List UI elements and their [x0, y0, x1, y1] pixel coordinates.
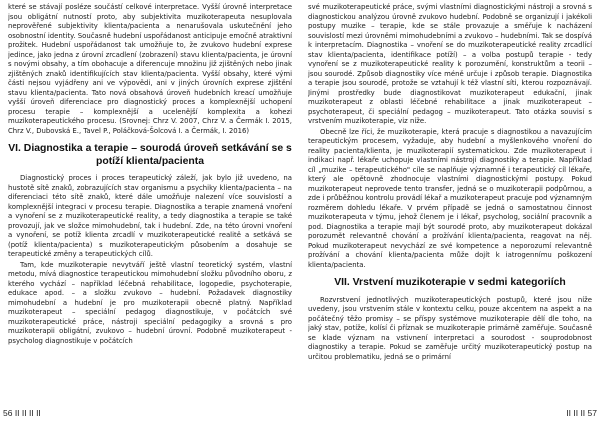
- left-page: [8, 3, 292, 403]
- body-paragraph: Rozvrstvení jednotlivých muzikoterapeutických postupů, které jsou níže uvedeny, jsou vrstvením stále v kontextu celku, pouze akcentem na aspekt a na počátečný těžo promisy – se příspy systémove muzikoterapie dělí dle toho, na jaký stav, potíže, kolísí či příznak se muzikoterapie primárně zaměřuje. Současně se klade význam na vstivnení interpretaci a sourodost - souprodobnost diagnostiky a terapie. Pokud se zaměřuje určitý muzikoterapeutický postup na určitou problematiku, jedná se o primární: [308, 295, 592, 361]
- body-paragraph: Obecně lze říci, že muzikoterapie, která pracuje s diagnostikou a navazujícím terapeutickým procesem, vyžaduje, aby hudební a myšlenkového vnoření do reality pacienta/klienta, je muzikoterapií systematickou. Zde muzikoterapeut i indikaci např. lékaře uchopuje vlastními nástroji diagnostiky a terapie. Například cíl „muzike – terapeutického" cíle se naplňuje významně i terapeutický cíl lékaře, který ale opětovně zhodnocuje vlastními diagnostickými postupy. Pokud muzikoterapeut neprovede tento transfer, jedná se o muzikoterapii podpůrnou, a zde i průběžnou kontrolu provádí lékař a muzikoterapeut pracuje pod významným rozměrem dohledu lékaře. V prvém případě se jedná o samostatnou činnost muzikoterapeuta v týmu, jehož členem je i lékař, psycholog, sociální pracovník a pod. Diagnostika a terapie mají být sourodé proto, aby muzikoterapeut dokázal porozumět relevantně chování a prožívání klienta/pacienta, reagovat na něj. Pokud muzikoterapeut nevychází ze své kompetence a neporozumí relevantně prožívání a chování klienta/pacienta může dojít k iatrogennímu poškození klienta/pacienta.: [308, 127, 592, 269]
- section-heading: VI. Diagnostika a terapie – sourodá úroveň setkávání se s potíží klienta/pacienta: [8, 143, 292, 167]
- body-paragraph: které se stávají posléze součástí celkové interpretace. Vyšší úrovně interpretace jsou obligátní nutností proto, aby subjektivita muzikoterapeuta nesuplovala neprověřené subjektivity klienta/pacienta a nenarušovala uskutečnění jeho osobnostní identity. Současně hudební uspořádanost anticipuje emočně atraktivní prožitek. Hudební uspořádanost tak umožňuje to, že zvukovo hudební exprese jedince, jako jedna z úrovní zrcadlení (zobrazení) stavu klienta/pacienta, je úrovní s novými obsahy, a tím obohacuje a diferencuje množinu již zjištěných nebo jinak zjištěných znaků identifikujících stav klienta/pacienta. Vyšší obsahy, které vými části nejsou vyjádřeny ani ve výpovědi, ani v jiných úrovních exprese zjištění stavu klienta/pacienta. Tato nová obsahová úroveň hudebních kreací umožňuje vyšší úroveň diferenciace pro diagnostický proces a komplexnější uchopení procesu terapie – komplexnější a ucelenější komplexita a kohezi muzikoterapeutického procesu. (Srovnej: Chrz V. 2007, Chrz V. a Čermák I. 2015, Chrz V., Dubovská E., Tavel P., Poláčková-Šolcová I. a Čermák, I. 2016): [8, 3, 292, 135]
- page-number-right: II II II 57: [566, 408, 597, 418]
- body-paragraph: Diagnostický proces i proces terapeutický záleží, jak bylo již uvedeno, na hustotě sítě znaků, zobrazujících stav organismu a psychiky klienta/pacienta – na diferenciaci této sítě znaků, které dále umožňuje nalezení více souvislostí a komplexnější integraci v procesu terapie. Diagnostika a terapie znamená vnoření a vynoření se z muzikoterapeutické reality, a tedy diagnostika a terapie se také provozují, jak ve složce mimohudební, tak i hudební. Zde, na této úrovni vnoření a vynoření, se potíž klienta zrcadlí v muzikoterapeutické realitě a setkává se (potíž klienta/pacienta) s muzikoterapeutickým působením a dosahuje se terapeutické změny a terapeutických cílů.: [8, 174, 292, 258]
- page-number-left: 56 II II II II: [3, 408, 41, 418]
- section-heading: VII. Vrstvení muzikoterapie v sedmi kategoriích: [334, 277, 566, 288]
- body-paragraph: své muzikoterapeutické práce, svými vlastními diagnostickými nástroji a srovná s diagnostickou analýzou úrovně zvukovo hudební. Podobně se organizují i jakékoli postupy muzike – terapie, kde se stále provazuje a směřuje k nacházení souvislostí mezi úrovněmi mimohudebními a zvukovo – hudebními. Tak se dospívá k interpretacím. Diagnostika – vnoření se do muzikoterapeutické reality zrcadlící stav klienta/pacienta, identifikace potíží) – a volba postupů terapie - tedy vynoření se z muzikoterapeutické reality k porozumění, konstruktům a teorii – jsou sourodé. Způsob diagnostiky více méně určuje i způsob terapie. Diagnostika a terapie jsou sourodé, protože se vztahují k též vlastní síti, kterou rozpoznávají. Jinými prostředky bude diagnostikovat muzikoterapeut edukační, jinak muzikoterapeut z oblasti léčebné rehabilitace a jinak muzikoterapeut – psychoterapeut, či speciální pedagog – muzikoterapeut. Tato otázka souvisí s vrstvením muzikoterapie, viz níže.: [308, 3, 592, 125]
- right-page: [308, 3, 592, 403]
- body-paragraph: Tam, kde muzikoterapie nevytváří ještě vlastní teoretický systém, vlastní metodu, mívá diagnostice terapeutickou mimohudební složku původního oboru, z kterého vychází – například léčebná rehabilitace, logopedie, psychoterapie, edukace apod. – a složku zvukovo – hudební. Požadavek diagnostiky mimohudební a hudební je pro muzikoterapii obecně platný. Například muzikoterapeut – speciální pedagog diagnostikuje, v počátcích své muzikoterapeutické práce, nástroji speciální pedagogiky a srovná s pro muzikoterapii obligátní, zvukovo – hudební úrovní. Podobně muzikoterapeut - psycholog diagnostikuje v počátcích: [8, 260, 292, 345]
